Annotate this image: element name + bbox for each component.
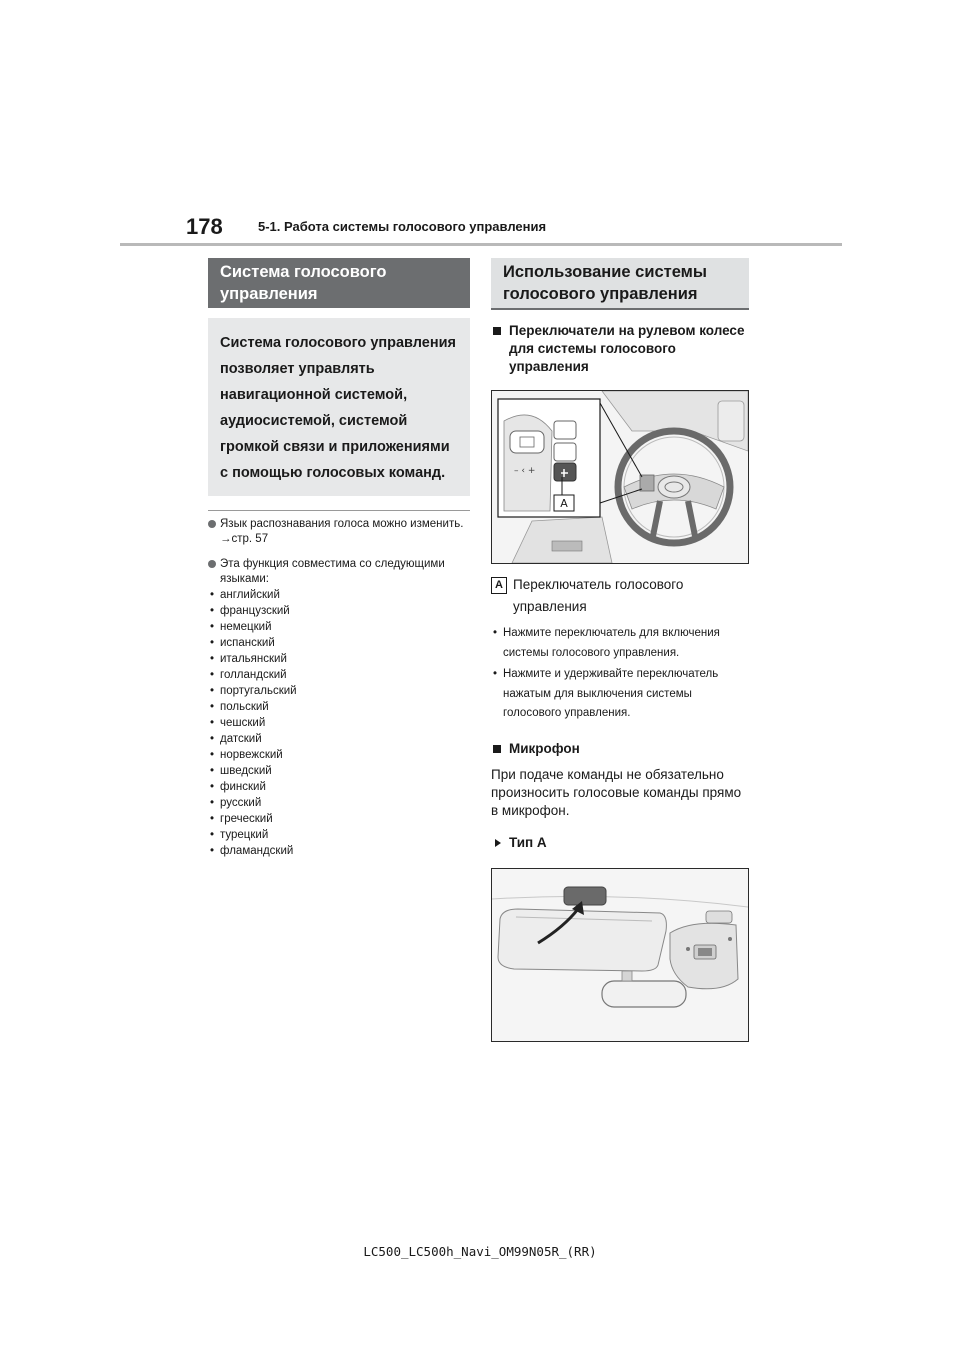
list-item: • Нажмите переключатель для включения системы голосового управления. [491,624,749,663]
language-list [208,587,470,859]
list-item: • польский [208,699,470,715]
steering-wheel-illustration [491,390,749,564]
callout-label-in-figure: A [560,497,568,510]
square-bullet-icon [493,745,501,753]
list-item: • русский [208,795,470,811]
list-item: • финский [208,779,470,795]
list-item: • французский [208,603,470,619]
list-item: • фламандский [208,843,470,859]
svg-text:– ‹ +: – ‹ + [514,466,536,476]
note-languages [208,557,470,587]
triangle-bullet-icon [495,839,501,847]
heading-text: Тип А [509,834,547,850]
note-text: Эта функция совместима со следующими языками: [220,558,445,585]
section-box-title [491,258,749,310]
note-text: Язык распознавания голоса можно изменить. →стр. 57 [220,518,464,545]
heading-steering-switches [491,322,749,376]
list-item: • английский [208,587,470,603]
instructions-list [491,624,749,724]
document-code: LC500_LC500h_Navi_OM99N05R_(RR) [363,1244,597,1259]
square-bullet-icon [493,327,501,335]
list-item: • итальянский [208,651,470,667]
callout-text: Переключатель голосового управления [513,577,684,614]
heading-microphone [491,740,749,758]
section-box-title-text: Использование системы голосового управления [503,263,707,303]
page-number: 178 [186,214,223,239]
divider [208,510,470,511]
right-column [491,258,749,1042]
list-item: • немецкий [208,619,470,635]
list-item: • португальский [208,683,470,699]
list-item: • шведский [208,763,470,779]
intro-box [208,318,470,496]
header-divider [120,243,842,246]
list-item: • греческий [208,811,470,827]
list-item: • испанский [208,635,470,651]
heading-text: Переключатели на рулевом колесе для системы голосового управления [509,323,745,374]
list-item: • датский [208,731,470,747]
heading-type-a [491,834,749,852]
section-box-title [208,258,470,308]
callout-box: A [491,577,507,594]
microphone-illustration [491,868,749,1042]
microphone-text: При подаче команды не обязательно произносить голосовые команды прямо в микрофон. [491,766,742,818]
intro-text: Система голосового управления позволяет управлять навигационной системой, аудиосистемой, системой громкой связи и приложениями с помощью голосовых команд. [220,335,457,481]
left-column [208,258,470,859]
list-item: • чешский [208,715,470,731]
list-item: • норвежский [208,747,470,763]
steering-wheel-drawing [492,391,748,563]
section-title: 5-1. Работа системы голосового управления [258,219,547,234]
section-box-title-text: Система голосового управления [220,263,387,303]
bullet-dot-icon [208,560,216,568]
heading-text: Микрофон [509,740,580,756]
list-item: • Нажмите и удерживайте переключатель нажатым для выключения системы голосового управления. [491,665,749,724]
note-language-change [208,517,470,547]
callout-switch [491,574,749,618]
list-item: • голландский [208,667,470,683]
microphone-drawing [492,869,748,1041]
list-item: • турецкий [208,827,470,843]
bullet-dot-icon [208,520,216,528]
